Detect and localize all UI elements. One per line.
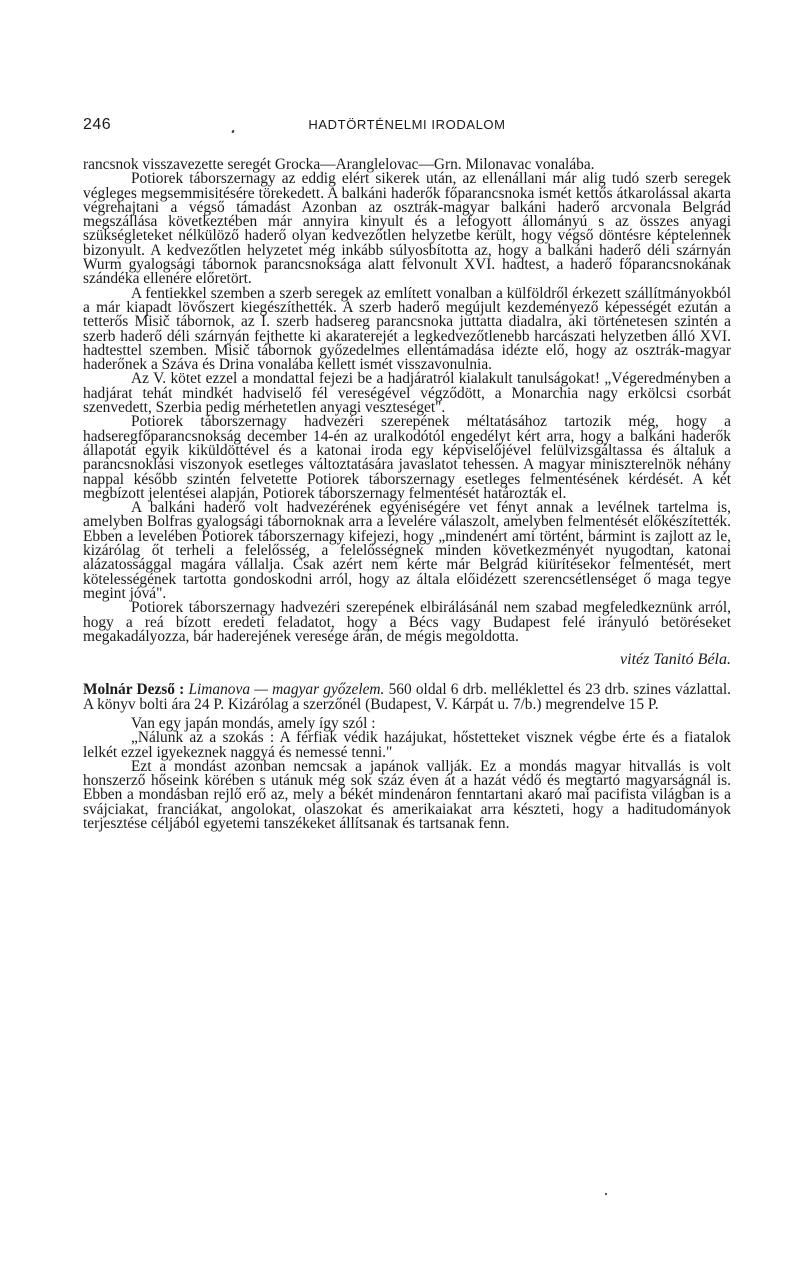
article-body [83,158,731,831]
paragraph: Potiorek táborszernagy az eddig elért sikerek után, az ellenállani már alig tudó szerb seregek végleges megsemmisitésére törekedett. A balkáni haderők főparancsnoka ismét kettős átkarolással akarta végrehajtani a végső támadást Azonban az osztrák-magyar balkáni haderő arcvonala Belgrád megszállása következtében már annyira kinyult és a lefogyott állományú s az összes anyagi szükségleteket nélkülöző haderő olyan kedvezőtlen helyzetbe került, hogy végső döntésre képtelennek bizonyult. A kedvezőtlen helyzetet még inkább súlyosbította az, hogy a balkáni haderő déli szárnyán Wurm gyalogsági tábornok parancsnoksága alatt felvonult XVI. hadtest, a haderő főparancsnokának szándéka ellenére előretört. [83,170,731,288]
paragraph: Potiorek táborszernagy hadvezéri szerepének elbirálásánál nem szabad megfeledkeznünk arról, hogy a reá bízott eredeti feladatot, hogy a Bécs vagy Budapest felé irányuló betöréseket megakadályozza, bár haderejének veresége árán, de mégis megoldotta. [83,599,731,645]
review-details: 560 oldal 6 drb. melléklettel és 23 drb. szines vázlattal. A könyv bolti ára 24 P. Kizárólag a szerzőnél (Budapest, V. Kárpát u. 7/b.) megrendelve 15 P. [83,681,731,713]
paragraph: „Nálunk az a szokás : A férfiak védik hazájukat, hőstetteket visznek végbe érte és a fiatalok lelkét ezzel igyekeznek naggyá és nemessé tenni." [83,729,731,761]
paragraph: rancsnok visszavezette seregét Grocka—Aranglelovac—Grn. Milonavac vonalába. [83,156,595,173]
paragraph: Potiorek táborszernagy hadvezéri szerepének méltatásához tartozik még, hogy a hadseregfőparancsnokság december 14-én az uralkodótól engedélyt kért arra, hogy a balkáni haderők állapotát egyik kiküldöttével és a katonai iroda egy képviselőjével felülvizsgáltassa és általuk a parancsnoklási viszonyok esetleges változtatására javaslatot tehessen. A magyar miniszterelnök néhány nappal később szintén felvetette Potiorek táborszernagy esetleges felmentésének kérdését. A két megbízott jelentései alapján, Potiorek táborszernagy felmentését határozták el. [83,413,731,502]
print-speck [605,1193,607,1195]
running-head [83,112,731,138]
page-number: 246 [83,116,112,133]
paragraph: Van egy japán mondás, amely így szól : [131,714,376,732]
book-review-heading [83,683,731,712]
review-book-title: Limanova — magyar győzelem. [188,681,385,699]
review-author: Molnár Dezső : [83,681,185,699]
paragraph: Ezt a mondást azonban nemcsak a japánok vallják. Ez a mondás magyar hitvallás is volt honszerző hőseink körében s utánuk még sok száz éven át a hazát védő és megtartó magyarságnál is. Ebben a mondásban rejlő erő az, mely a békét mindenáron fenntartani akaró mai pacifista világban is a svájciakat, franciákat, angolokat, olaszokat és amerikaiakat arra készteti, hogy a haditudományok terjesztése céljából egyetemi tanszékeket állítsanak és tartsanak fenn. [83,757,731,833]
document-page [83,112,731,831]
running-title: HADTÖRTÉNELMI IRODALOM [308,117,506,132]
paragraph: A fentiekkel szemben a szerb seregek az említett vonalban a külföldről érkezett szállítmányokból a már kiapadt lövőszert kiegészíthették. A szerb haderő megújult kezdeményező képességét ezután a tetterős Misič tábornok, az I. szerb hadsereg parancsnoka juttatta diadalra, aki történetesen szintén a szerb haderő déli szárnyán fejthette ki akaraterejét a legkedvezőtlenebb harcászati helyzetben álló XVI. hadtesttel szemben. Misič tábornok győzedelmes ellentámadása idézte elő, hogy az osztrák-magyar haderőnek a Száva és Drina vonalába kellett ismét visszavonulnia. [83,284,731,374]
paragraph: A balkáni haderő volt hadvezérének egyéniségére vet fényt annak a levélnek tartelma is, amelyben Bolfras gyalogsági tábornoknak arra a levelére válaszolt, amelyben felmentését előkészítették. Ebben a levelében Potiorek táborszernagy kifejezi, hogy „mindenért ami történt, bármint is zajlott az le, kizárólag őt terheli a felelősség, a felelősségnek minden következményét nyugodtan, katonai alázatossággal magára vállalja. Csak azért nem kérte már Belgrád kiürítésekor felmentését, mert kötelességének tartotta gondoskodni arról, hogy az általa előidézett szerencsétlenséget ő maga tegye megint jóvá". [83,499,731,602]
author-signature: vitéz Tanitó Béla. [620,651,731,669]
paragraph: Az V. kötet ezzel a mondattal fejezi be a hadjáratról kialakult tanulságokat! „Végeredményben a hadjárat tehát mindkét hadviselő fél vereségével végződött, a Monarchia nagy erkölcsi csorbát szenvedett, Szerbia pedig mérhetetlen anyagi veszteséget". [83,370,731,417]
